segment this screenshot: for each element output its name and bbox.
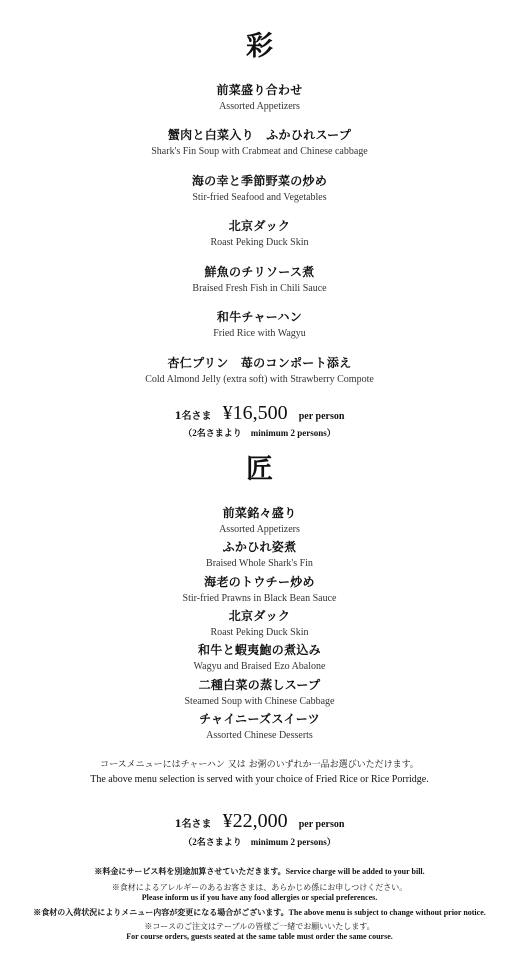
course-2-item (0, 539, 519, 570)
rice-choice-note-jp: コースメニューにはチャーハン 又は お粥のいずれか一品お選びいただけます。 (100, 760, 419, 770)
item-en: Braised Fresh Fish in Chili Sauce (192, 283, 327, 294)
course-2-minimum: （2名さまより minimum 2 persons） (183, 837, 336, 847)
item-en: Assorted Appetizers (219, 524, 300, 535)
course-2-item (0, 642, 519, 673)
price-amount: ¥16,500 (222, 402, 288, 424)
item-en: Wagyu and Braised Ezo Abalone (193, 661, 326, 672)
table-order-note-en: For course orders, guests seated at the same table must order the same course. (126, 932, 393, 941)
course-1-item (0, 264, 519, 295)
menu-change-note: ※食材の入荷状況によりメニュー内容が変更になる場合がございます。The above menu is subject to change without prior notice. (33, 908, 486, 917)
item-en: Assorted Appetizers (219, 101, 300, 112)
allergy-note-en: Please inform us if you have any food allergies or special preferences. (141, 893, 378, 902)
course-1-item (0, 82, 519, 113)
course-2-item (0, 677, 519, 708)
course-1-title: 彩 (246, 31, 273, 62)
rice-choice-note-en: The above menu selection is served with your choice of Fried Rice or Rice Porridge. (90, 774, 429, 785)
item-jp: 蟹肉と白菜入り ふかひれスープ (167, 128, 352, 142)
item-en: Cold Almond Jelly (extra soft) with Strawberry Compote (145, 374, 374, 385)
table-order-note-jp: ※コースのご注文はテーブルの皆様ご一緒でお願いいたします。 (144, 922, 375, 931)
item-jp: 前菜銘々盛り (222, 506, 297, 520)
item-jp: 海老のトウチー炒め (204, 575, 315, 589)
price-unit: per person (298, 819, 345, 830)
item-en: Braised Whole Shark's Fin (206, 558, 313, 569)
item-en: Fried Rice with Wagyu (213, 328, 306, 339)
course-2-item (0, 608, 519, 639)
item-jp: 鮮魚のチリソース煮 (204, 265, 315, 279)
course-1-item (0, 355, 519, 386)
price-prefix: 1名さま (174, 819, 212, 830)
item-jp: チャイニーズスイーツ (199, 712, 320, 726)
course-2-price (0, 808, 519, 838)
item-en: Steamed Soup with Chinese Cabbage (184, 696, 335, 707)
item-jp: 杏仁プリン 苺のコンポート添え (167, 356, 352, 370)
price-prefix: 1名さま (174, 411, 212, 422)
item-jp: 和牛チャーハン (216, 310, 303, 324)
item-en: Roast Peking Duck Skin (210, 627, 309, 638)
price-amount: ¥22,000 (222, 810, 288, 832)
course-2-item (0, 711, 519, 742)
course-1-item (0, 173, 519, 204)
item-jp: 海の幸と季節野菜の炒め (191, 174, 328, 188)
course-1-minimum: （2名さまより minimum 2 persons） (183, 428, 336, 438)
service-charge-note: ※料金にサービス料を別途加算させていただきます。Service charge will be added to your bill. (94, 867, 425, 876)
item-jp: 北京ダック (228, 219, 291, 233)
item-jp: ふかひれ姿煮 (222, 540, 297, 554)
allergy-note-jp: ※食材によるアレルギーのあるお客さまは、あらかじめ係にお申しつけください。 (111, 883, 408, 892)
item-en: Stir-fried Prawns in Black Bean Sauce (182, 593, 337, 604)
course-1-item (0, 218, 519, 249)
course-2-item (0, 574, 519, 605)
item-en: Shark's Fin Soup with Crabmeat and Chinese cabbage (151, 146, 368, 157)
item-en: Stir-fried Seafood and Vegetables (192, 192, 327, 203)
item-jp: 二種白菜の蒸しスープ (198, 678, 321, 692)
course-2-item (0, 505, 519, 536)
item-jp: 前菜盛り合わせ (216, 83, 303, 97)
course-1-item (0, 127, 519, 158)
course-1-item (0, 309, 519, 340)
item-en: Assorted Chinese Desserts (206, 730, 313, 741)
item-en: Roast Peking Duck Skin (210, 237, 309, 248)
item-jp: 北京ダック (228, 609, 291, 623)
price-unit: per person (298, 411, 345, 422)
item-jp: 和牛と蝦夷鮑の煮込み (197, 643, 321, 657)
course-1-price (0, 400, 519, 430)
course-2-title: 匠 (246, 454, 273, 485)
